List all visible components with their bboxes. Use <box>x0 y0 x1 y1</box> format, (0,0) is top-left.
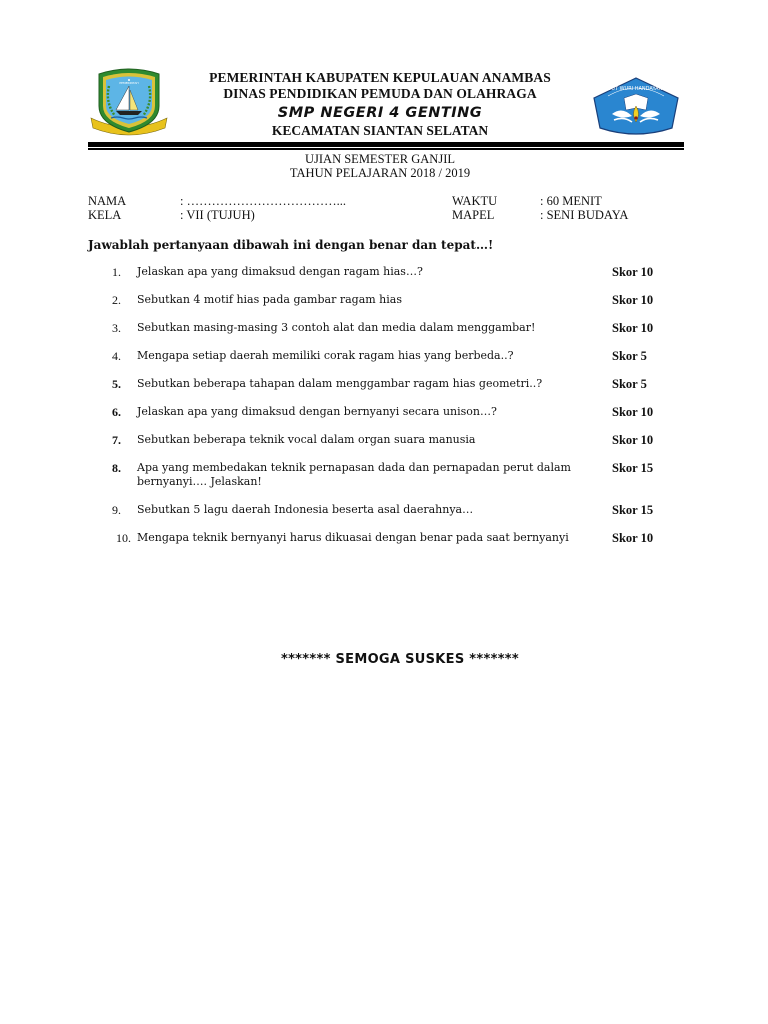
question-score: Skor 15 <box>612 503 654 517</box>
question-score: Skor 10 <box>612 321 654 335</box>
question-score: Skor 5 <box>612 349 647 363</box>
kelas-value: : VII (TUJUH) <box>180 208 255 222</box>
header-rule-thick <box>88 142 684 147</box>
nama-field[interactable]: : ………………………………... <box>180 194 346 208</box>
mapel-label: MAPEL <box>452 208 495 222</box>
question-number: 7. <box>112 433 121 447</box>
question-number: 4. <box>112 349 121 363</box>
question-text: Sebutkan masing-masing 3 contoh alat dan media dalam menggambar! <box>137 321 536 334</box>
question-text: Sebutkan beberapa tahapan dalam menggambar ragam hias geometri..? <box>137 377 543 390</box>
nama-label: NAMA <box>88 194 127 208</box>
question-text: Sebutkan 4 motif hias pada gambar ragam hias <box>137 293 402 306</box>
instruction-text: Jawablah pertanyaan dibawah ini dengan benar dan tepat…! <box>88 238 494 252</box>
question-text: Jelaskan apa yang dimaksud dengan bernyanyi secara unison…? <box>137 405 497 418</box>
question-score: Skor 15 <box>612 461 654 475</box>
exam-title-block <box>180 152 580 180</box>
question-number: 2. <box>112 293 121 307</box>
question-number: 8. <box>112 461 121 475</box>
question-number: 10. <box>116 531 131 545</box>
question-text: Sebutkan 5 lagu daerah Indonesia beserta asal daerahnya… <box>137 503 474 516</box>
government-name: PEMERINTAH KABUPATEN KEPULAUAN ANAMBAS <box>209 70 551 85</box>
question-number: 5. <box>112 377 121 391</box>
school-name: SMP NEGERI 4 GENTING <box>277 105 483 121</box>
academic-year: TAHUN PELAJARAN 2018 / 2019 <box>289 166 471 180</box>
question-number: 1. <box>112 265 121 279</box>
kelas-label: KELA <box>88 208 122 222</box>
kabupaten-anambas-emblem-icon <box>89 66 169 138</box>
waktu-label: WAKTU <box>452 194 498 208</box>
question-text: Mengapa setiap daerah memiliki corak ragam hias yang berbeda..? <box>137 349 514 362</box>
exam-title: UJIAN SEMESTER GANJIL <box>305 152 455 166</box>
question-score: Skor 5 <box>612 377 647 391</box>
department-name: DINAS PENDIDIKAN PEMUDA DAN OLAHRAGA <box>223 86 537 101</box>
waktu-value: : 60 MENIT <box>540 194 602 208</box>
mapel-value: : SENI BUDAYA <box>540 208 629 222</box>
question-number: 6. <box>112 405 121 419</box>
question-text: Jelaskan apa yang dimaksud dengan ragam hias…? <box>137 265 423 278</box>
district-name: KECAMATAN SIANTAN SELATAN <box>271 123 489 138</box>
question-text: Mengapa teknik bernyanyi harus dikuasai dengan benar pada saat bernyanyi <box>137 531 569 544</box>
question-text: Sebutkan beberapa teknik vocal dalam organ suara manusia <box>137 433 476 446</box>
question-number: 9. <box>112 503 121 517</box>
question-score: Skor 10 <box>612 531 654 545</box>
question-score: Skor 10 <box>612 265 654 279</box>
question-text: Apa yang membedakan teknik pernapasan dada dan pernapadan perut dalam bernyanyi…. Jelaskan! <box>137 461 571 488</box>
question-score: Skor 10 <box>612 405 654 419</box>
question-score: Skor 10 <box>612 293 654 307</box>
header-rule-thin <box>88 148 684 150</box>
question-number: 3. <box>112 321 121 335</box>
letterhead <box>180 70 580 139</box>
closing-message: ******* SEMOGA SUSKES ******* <box>280 652 519 667</box>
tut-wuri-handayani-emblem-icon <box>588 76 684 138</box>
question-score: Skor 10 <box>612 433 654 447</box>
svg-text:TUT WURI HANDAYANI: TUT WURI HANDAYANI <box>608 86 664 92</box>
svg-text:PEMERINTAH: PEMERINTAH <box>119 81 139 85</box>
